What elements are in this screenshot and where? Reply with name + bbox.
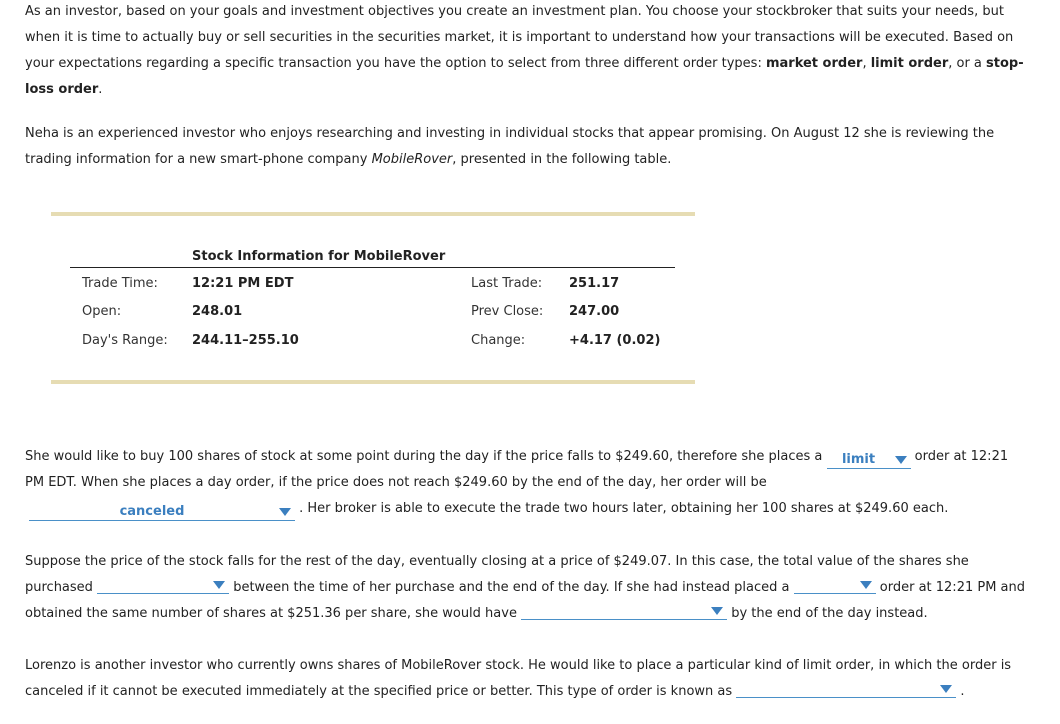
table-bottom-rule (51, 380, 695, 384)
last-trade-label: Last Trade: (471, 276, 543, 291)
trade-time-label: Trade Time: (82, 276, 158, 291)
stop-loss-order-term: stop-loss order (25, 56, 1024, 97)
intro-end: . (98, 82, 103, 97)
order-type-selected: limit (841, 452, 876, 467)
triangle-down-icon (213, 581, 225, 589)
triangle-down-icon (711, 607, 723, 615)
question-2-paragraph (25, 549, 1030, 627)
triangle-down-icon (279, 508, 291, 516)
q3-text: Lorenzo is another investor who currently owns shares of MobileRover stock. He would like to place a particular kind of limit order, in which the order is canceled if it cannot be executed immediately at the specified price or better. This type of order is known as (25, 658, 1012, 699)
q2-text-2: between the time of her purchase and the end of the day. If she had instead placed a (229, 580, 794, 595)
table-title: Stock Information for MobileRover (192, 249, 446, 264)
triangle-down-icon (860, 581, 872, 589)
neha-paragraph (25, 121, 1030, 173)
triangle-down-icon (940, 685, 952, 693)
question-1-paragraph (25, 444, 1030, 522)
neha-text-end: , presented in the following table. (452, 152, 672, 167)
limit-order-term: limit order (870, 56, 949, 71)
q1-text-3: . Her broker is able to execute the trade two hours later, obtaining her 100 shares at $249.60 each. (295, 501, 949, 516)
intro-text: As an investor, based on your goals and investment objectives you create an investment plan. You choose your stockbroker that suits your needs, but when it is time to actually buy or sell securities in the securities market, it is important to understand how your transactions will be executed. Based on your expectations regarding a specific transaction you have the option to select from three different order types: (25, 4, 1014, 71)
market-order-term: market order (765, 56, 863, 71)
days-range-label: Day's Range: (82, 333, 168, 348)
table-top-rule (51, 212, 695, 216)
last-trade-value: 251.17 (569, 276, 620, 291)
value-change-dropdown[interactable] (97, 577, 229, 594)
q3-text-end: . (956, 684, 965, 699)
order-outcome-selected: canceled (119, 504, 185, 519)
q2-text: Suppose the price of the stock falls for the rest of the day, eventually closing at a price of $249.07. In this case, the total value of the shares she purchased (25, 554, 969, 595)
alternative-order-dropdown[interactable] (794, 577, 876, 594)
company-name: MobileRover (371, 152, 453, 167)
intro-separator: , or a (948, 56, 987, 71)
q1-text: She would like to buy 100 shares of stock at some point during the day if the price falls to $249.60, therefore she places a (25, 449, 827, 464)
order-outcome-dropdown[interactable] (29, 504, 295, 521)
outcome-comparison-dropdown[interactable] (521, 603, 727, 620)
limit-order-type-dropdown[interactable] (736, 681, 956, 698)
days-range-value: 244.11–255.10 (192, 333, 299, 348)
prev-close-label: Prev Close: (471, 304, 544, 319)
question-3-paragraph (25, 653, 1030, 705)
open-label: Open: (82, 304, 122, 319)
neha-text: Neha is an experienced investor who enjoys researching and investing in individual stocks that appear promising. On August 12 she is reviewing the trading information for a new smart-phone company (25, 126, 995, 167)
trade-time-value: 12:21 PM EDT (192, 276, 294, 291)
change-value: +4.17 (0.02) (569, 333, 661, 348)
intro-separator: , (862, 56, 871, 71)
open-value: 248.01 (192, 304, 243, 319)
change-label: Change: (471, 333, 526, 348)
stock-information-table (51, 212, 695, 384)
q2-text-3: order at 12:21 PM and obtained the same number of shares at $251.36 per share, she would have (25, 580, 1026, 621)
order-type-dropdown[interactable] (827, 452, 911, 469)
q2-text-4: by the end of the day instead. (727, 606, 928, 621)
triangle-down-icon (895, 456, 907, 464)
intro-paragraph (25, 0, 1030, 103)
prev-close-value: 247.00 (569, 304, 620, 319)
q1-text-2: order at 12:21 PM EDT. When she places a day order, if the price does not reach $249.60 by the end of the day, her order will be (25, 449, 1009, 490)
table-divider (70, 267, 675, 268)
